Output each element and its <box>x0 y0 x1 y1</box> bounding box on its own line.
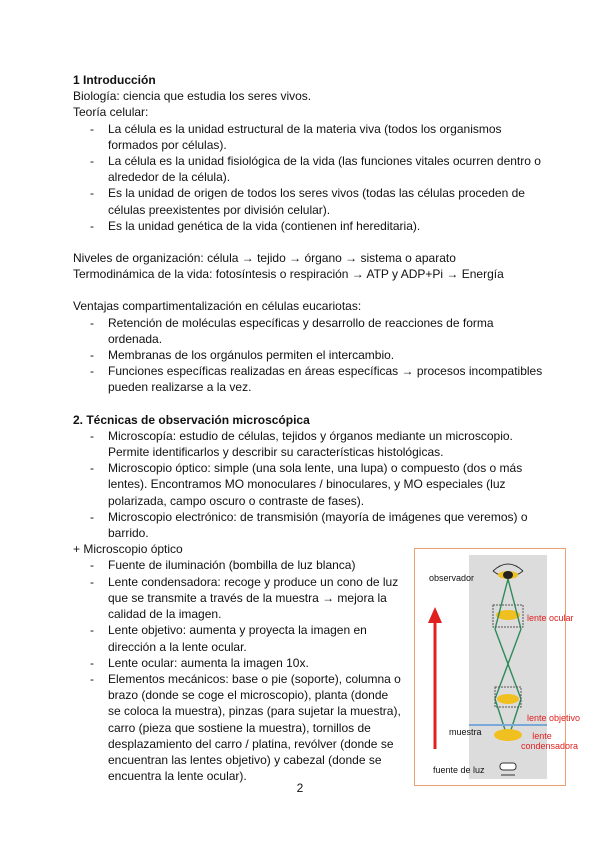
list-item: - Microscopía: estudio de células, tejidos y órganos mediante un microscopio. Permite identificarlos y describir su características histológicas. <box>73 428 543 460</box>
list-item: - Es la unidad de origen de todos los seres vivos (todas las células proceden de células preexistentes por división celular). <box>73 185 543 217</box>
arrow-head <box>428 607 442 623</box>
list-item: - Funciones específicas realizadas en áreas específicas → procesos incompatibles pueden realizarse a la vez. <box>73 363 543 395</box>
label-lente-condensadora: lente condensadora <box>521 731 579 751</box>
list-item: - La célula es la unidad estructural de la materia viva (todos los organismos formados por células). <box>73 121 543 153</box>
teoria-celular-label: Teoría celular: <box>73 105 149 120</box>
list-item: - Microscopio electrónico: de transmisión (mayoría de imágenes que veremos) o barrido. <box>73 509 543 541</box>
section-1-title: 1 Introducción <box>73 73 156 87</box>
label-lente-objetivo: lente objetivo <box>527 713 581 723</box>
list-item: - Es la unidad genética de la vida (contienen inf hereditaria). <box>73 218 543 234</box>
list-item: - La célula es la unidad fisiológica de la vida (las funciones vitales ocurren dentro o alrededor de la célula). <box>73 153 543 185</box>
microscope-diagram <box>414 548 581 786</box>
niveles-line: Niveles de organización: célula → tejido → órgano → sistema o aparato <box>73 251 456 266</box>
label-observador: observador <box>429 573 475 583</box>
list-item: - Fuente de iluminación (bombilla de luz blanca) <box>73 557 403 573</box>
microscopio-optico-title: + Microscopio óptico <box>73 542 183 557</box>
section-2-title: 2. Técnicas de observación microscópica <box>73 412 310 427</box>
tecnicas-list <box>73 428 543 541</box>
ventajas-list <box>73 315 543 396</box>
page-number: 2 <box>296 781 304 795</box>
list-item: - Lente condensadora: recoge y produce un cono de luz que se transmite a través de la muestra → mejora la calidad de la imagen. <box>73 574 403 623</box>
list-item: - Elementos mecánicos: base o pie (soporte), columna o brazo (donde se coge el microscopio), planta (donde se coloca la muestra), pinzas (para sujetar la muestra), carro (pieza que sostiene la muestra), tornillos de desplazamiento del carro / platina, revólver (donde se encuentran las lentes objetivo) y cabezal (donde se encuentra la lente ocular). <box>73 671 403 784</box>
teoria-celular-list <box>73 121 543 234</box>
microscopio-optico-list <box>73 557 403 784</box>
list-item: - Retención de moléculas específicas y desarrollo de reacciones de forma ordenada. <box>73 315 543 347</box>
light-bulb-icon <box>500 763 516 770</box>
ventajas-title: Ventajas compartimentalización en células eucariotas: <box>73 299 362 314</box>
objective-lens <box>497 694 519 704</box>
list-item: - Lente ocular: aumenta la imagen 10x. <box>73 655 403 671</box>
list-item: - Lente objetivo: aumenta y proyecta la imagen en dirección a la lente ocular. <box>73 622 403 654</box>
label-lente-ocular: lente ocular <box>527 613 574 623</box>
biologia-definition: Biología: ciencia que estudia los seres vivos. <box>73 89 312 104</box>
list-item: - Membranas de los orgánulos permiten el intercambio. <box>73 347 543 363</box>
label-muestra: muestra <box>449 727 482 737</box>
termodinamica-line: Termodinámica de la vida: fotosíntesis o respiración → ATP y ADP+Pi → Energía <box>73 267 504 282</box>
list-item: - Microscopio óptico: simple (una sola lente, una lupa) o compuesto (dos o más lentes). Encontramos MO monoculares / binoculares, y MO especiales (luz polarizada, campo oscuro o contraste de fases). <box>73 460 543 509</box>
condenser-lens <box>494 729 522 741</box>
label-fuente-de-luz: fuente de luz <box>433 765 485 775</box>
